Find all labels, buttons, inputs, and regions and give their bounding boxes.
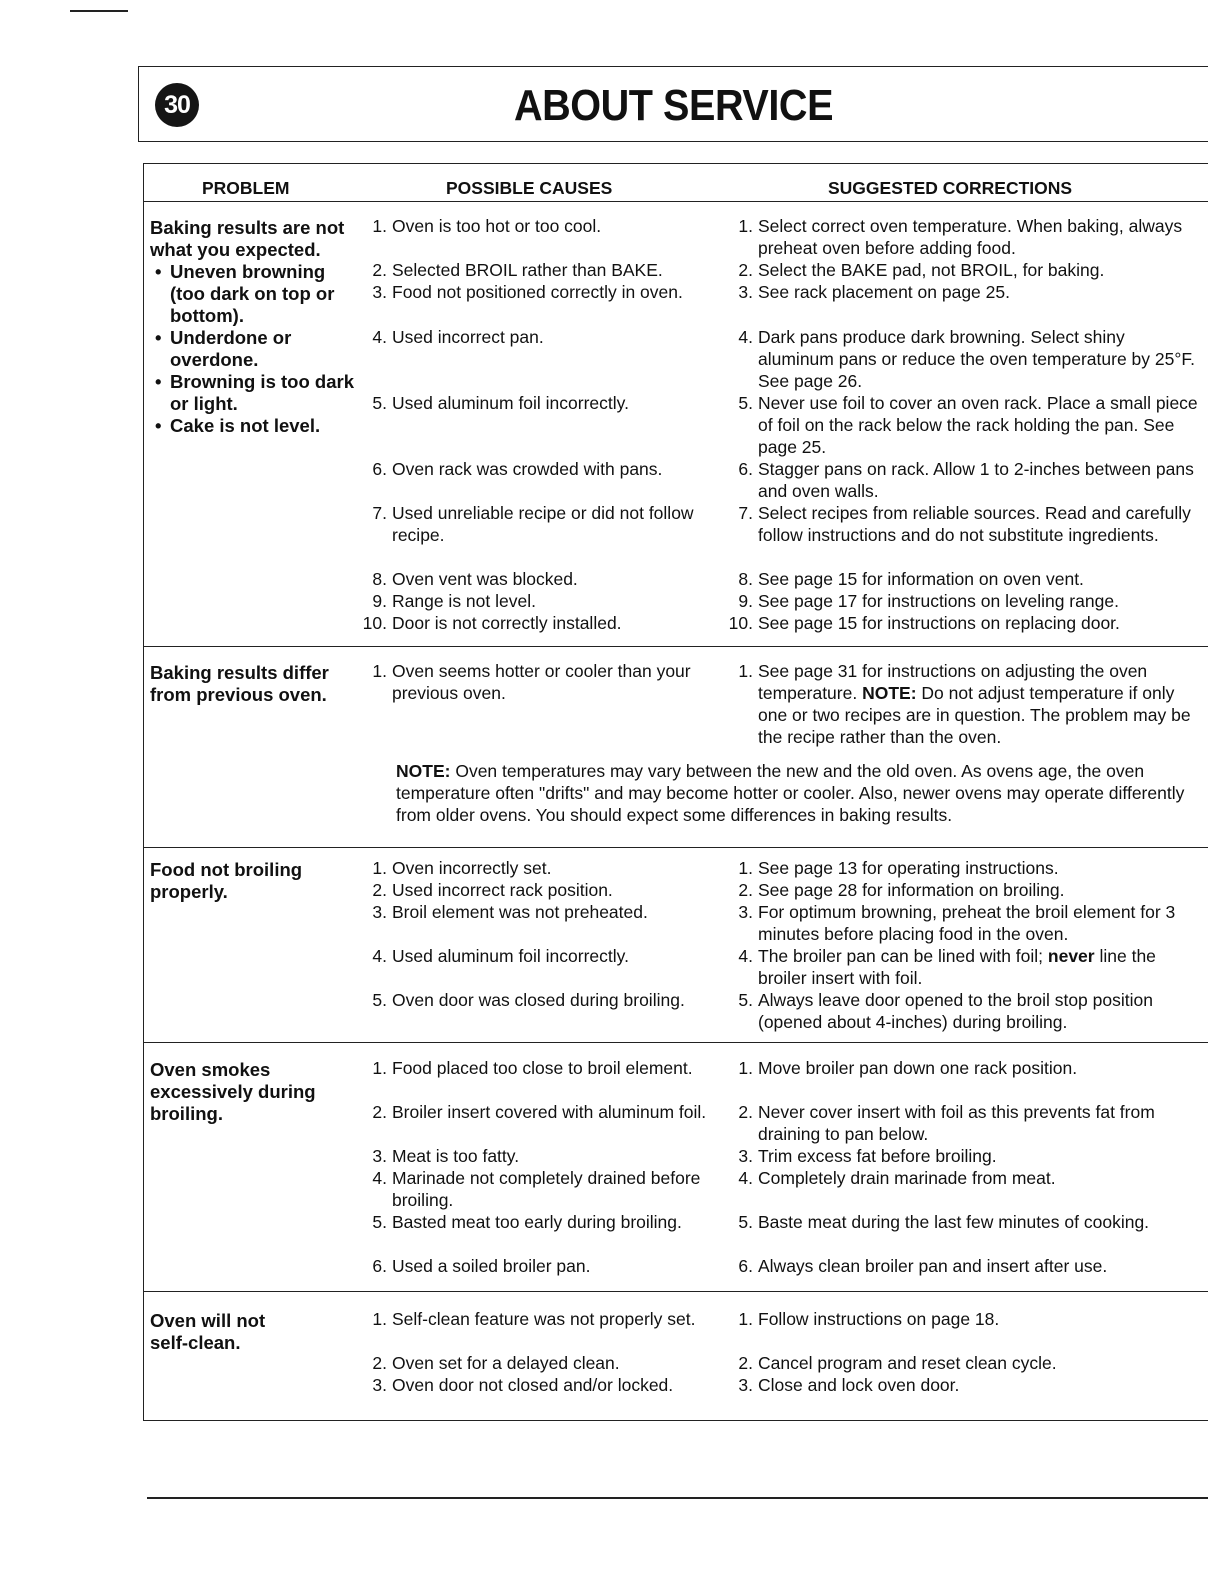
correction-item: 5. Always leave door opened to the broil stop position (opened about 4-inches) during broiling. [738,990,1153,1032]
column-header-problem: PROBLEM [202,178,290,198]
cause-item: 1. Oven incorrectly set. [372,858,552,878]
note-label: NOTE: [396,761,451,781]
correction-item: 7. Select recipes from reliable sources. Read and carefully follow instructions and do not substitute ingredients. [738,503,1191,545]
footer-rule [147,1497,1208,1499]
correction-item: 3. Trim excess fat before broiling. [738,1146,997,1166]
problem-section [144,201,1208,647]
correction-item: 2. Never cover insert with foil as this prevents fat from draining to pan below. [738,1102,1155,1144]
correction-item: 6. Always clean broiler pan and insert after use. [738,1256,1108,1276]
correction-item: 2. See page 28 for information on broiling. [738,880,1065,900]
problem-title: Oven will not self-clean. [150,1310,266,1353]
page-title: ABOUT SERVICE [513,81,834,130]
correction-item: 9. See page 17 for instructions on leveling range. [738,591,1119,611]
problem-title: Oven smokes excessively during broiling. [150,1059,316,1124]
cause-item: 5. Used aluminum foil incorrectly. [372,393,629,413]
correction-item: 3. See rack placement on page 25. [738,282,1010,302]
correction-item: 5. Never use foil to cover an oven rack. Place a small piece of foil on the rack below the rack holding the pan. See page 25. [738,393,1198,457]
problem-section [144,1291,1208,1420]
correction-item: 1. Select correct oven temperature. When baking, always preheat oven before adding food. [738,216,1183,258]
page-header [138,66,1208,142]
cause-item: 1. Food placed too close to broil element. [372,1058,693,1078]
problem-section [144,847,1208,1043]
correction-item: 8. See page 15 for information on oven vent. [738,569,1084,589]
symptom-item: • Uneven browning (too dark on top or bottom). [150,261,355,327]
symptom-item: • Cake is not level. [150,415,355,437]
problem-title: Food not broiling properly. [150,859,303,902]
cause-item: 6. Oven rack was crowded with pans. [372,459,663,479]
correction-item: 1. See page 31 for instructions on adjusting the oven temperature. NOTE: Do not adjust temperature if only one or two recipes are in question. The problem may be the recipe rather than the oven. [738,661,1191,747]
cause-item: 3. Broil element was not preheated. [372,902,648,922]
cause-item: 5. Basted meat too early during broiling. [372,1212,682,1232]
corner-mark [70,10,128,12]
correction-item: 2. Select the BAKE pad, not BROIL, for baking. [738,260,1105,280]
problem-cell [150,217,355,437]
cause-item: 3. Meat is too fatty. [372,1146,520,1166]
cause-item: 3. Food not positioned correctly in oven. [372,282,683,302]
cause-item: 1. Self-clean feature was not properly set. [372,1309,696,1329]
note-paragraph [396,760,1202,826]
cause-item: 4. Used aluminum foil incorrectly. [372,946,629,966]
page-number-badge: 30 [155,83,199,127]
cause-item: 1. Oven is too hot or too cool. [372,216,602,236]
correction-item: 1. Follow instructions on page 18. [738,1309,1000,1329]
cause-item: 2. Used incorrect rack position. [372,880,613,900]
cause-item: 2. Selected BROIL rather than BAKE. [372,260,663,280]
symptom-list [150,261,355,437]
problem-title: Baking results differ from previous oven. [150,662,329,705]
correction-item: 5. Baste meat during the last few minutes of cooking. [738,1212,1150,1232]
cause-item: 6. Used a soiled broiler pan. [372,1256,591,1276]
cause-item: 9. Range is not level. [372,591,536,611]
cause-item: 1. Oven seems hotter or cooler than your previous oven. [372,661,691,703]
problem-title: Baking results are not what you expected. [150,217,345,260]
correction-item: 3. For optimum browning, preheat the broil element for 3 minutes before placing food in the oven. [738,902,1176,944]
column-header-corrections: SUGGESTED CORRECTIONS [828,178,1073,198]
cause-item: 8. Oven vent was blocked. [372,569,578,589]
cause-item: 7. Used unreliable recipe or did not follow recipe. [372,503,694,545]
problem-section [144,646,1208,848]
correction-item: 4. Dark pans produce dark browning. Select shiny aluminum pans or reduce the oven temperature by 25°F. See page 26. [738,327,1195,391]
cause-item: 3. Oven door not closed and/or locked. [372,1375,674,1395]
column-header-causes: POSSIBLE CAUSES [446,178,613,198]
problem-cell [150,1059,355,1125]
problem-cell [150,1310,355,1354]
cause-item: 10. Door is not correctly installed. [362,613,622,633]
correction-item: 10. See page 15 for instructions on replacing door. [728,613,1120,633]
cause-item: 4. Marinade not completely drained before broiling. [372,1168,701,1210]
problem-cell [150,662,355,706]
correction-item: 1. See page 13 for operating instructions. [738,858,1059,878]
correction-item: 6. Stagger pans on rack. Allow 1 to 2-inches between pans and oven walls. [738,459,1194,501]
problem-cell [150,859,355,903]
cause-item: 2. Oven set for a delayed clean. [372,1353,620,1373]
symptom-item: • Browning is too dark or light. [150,371,355,415]
note-text: Oven temperatures may vary between the new and the old oven. As ovens age, the oven temperature often "drifts" and may become hotter or cooler. Also, newer ovens may operate differently from older ovens. You should expect some differences in baking results. [396,761,1185,825]
correction-item: 4. Completely drain marinade from meat. [738,1168,1056,1188]
correction-item: 3. Close and lock oven door. [738,1375,960,1395]
correction-item: 2. Cancel program and reset clean cycle. [738,1353,1057,1373]
table-header [144,164,1208,202]
cause-item: 2. Broiler insert covered with aluminum foil. [372,1102,707,1122]
problem-section [144,1042,1208,1292]
correction-item: 1. Move broiler pan down one rack position. [738,1058,1078,1078]
cause-item: 5. Oven door was closed during broiling. [372,990,685,1010]
correction-item: 4. The broiler pan can be lined with foil; never line the broiler insert with foil. [738,946,1156,988]
cause-item: 4. Used incorrect pan. [372,327,544,347]
symptom-item: • Underdone or overdone. [150,327,355,371]
troubleshooting-table [143,163,1208,1421]
